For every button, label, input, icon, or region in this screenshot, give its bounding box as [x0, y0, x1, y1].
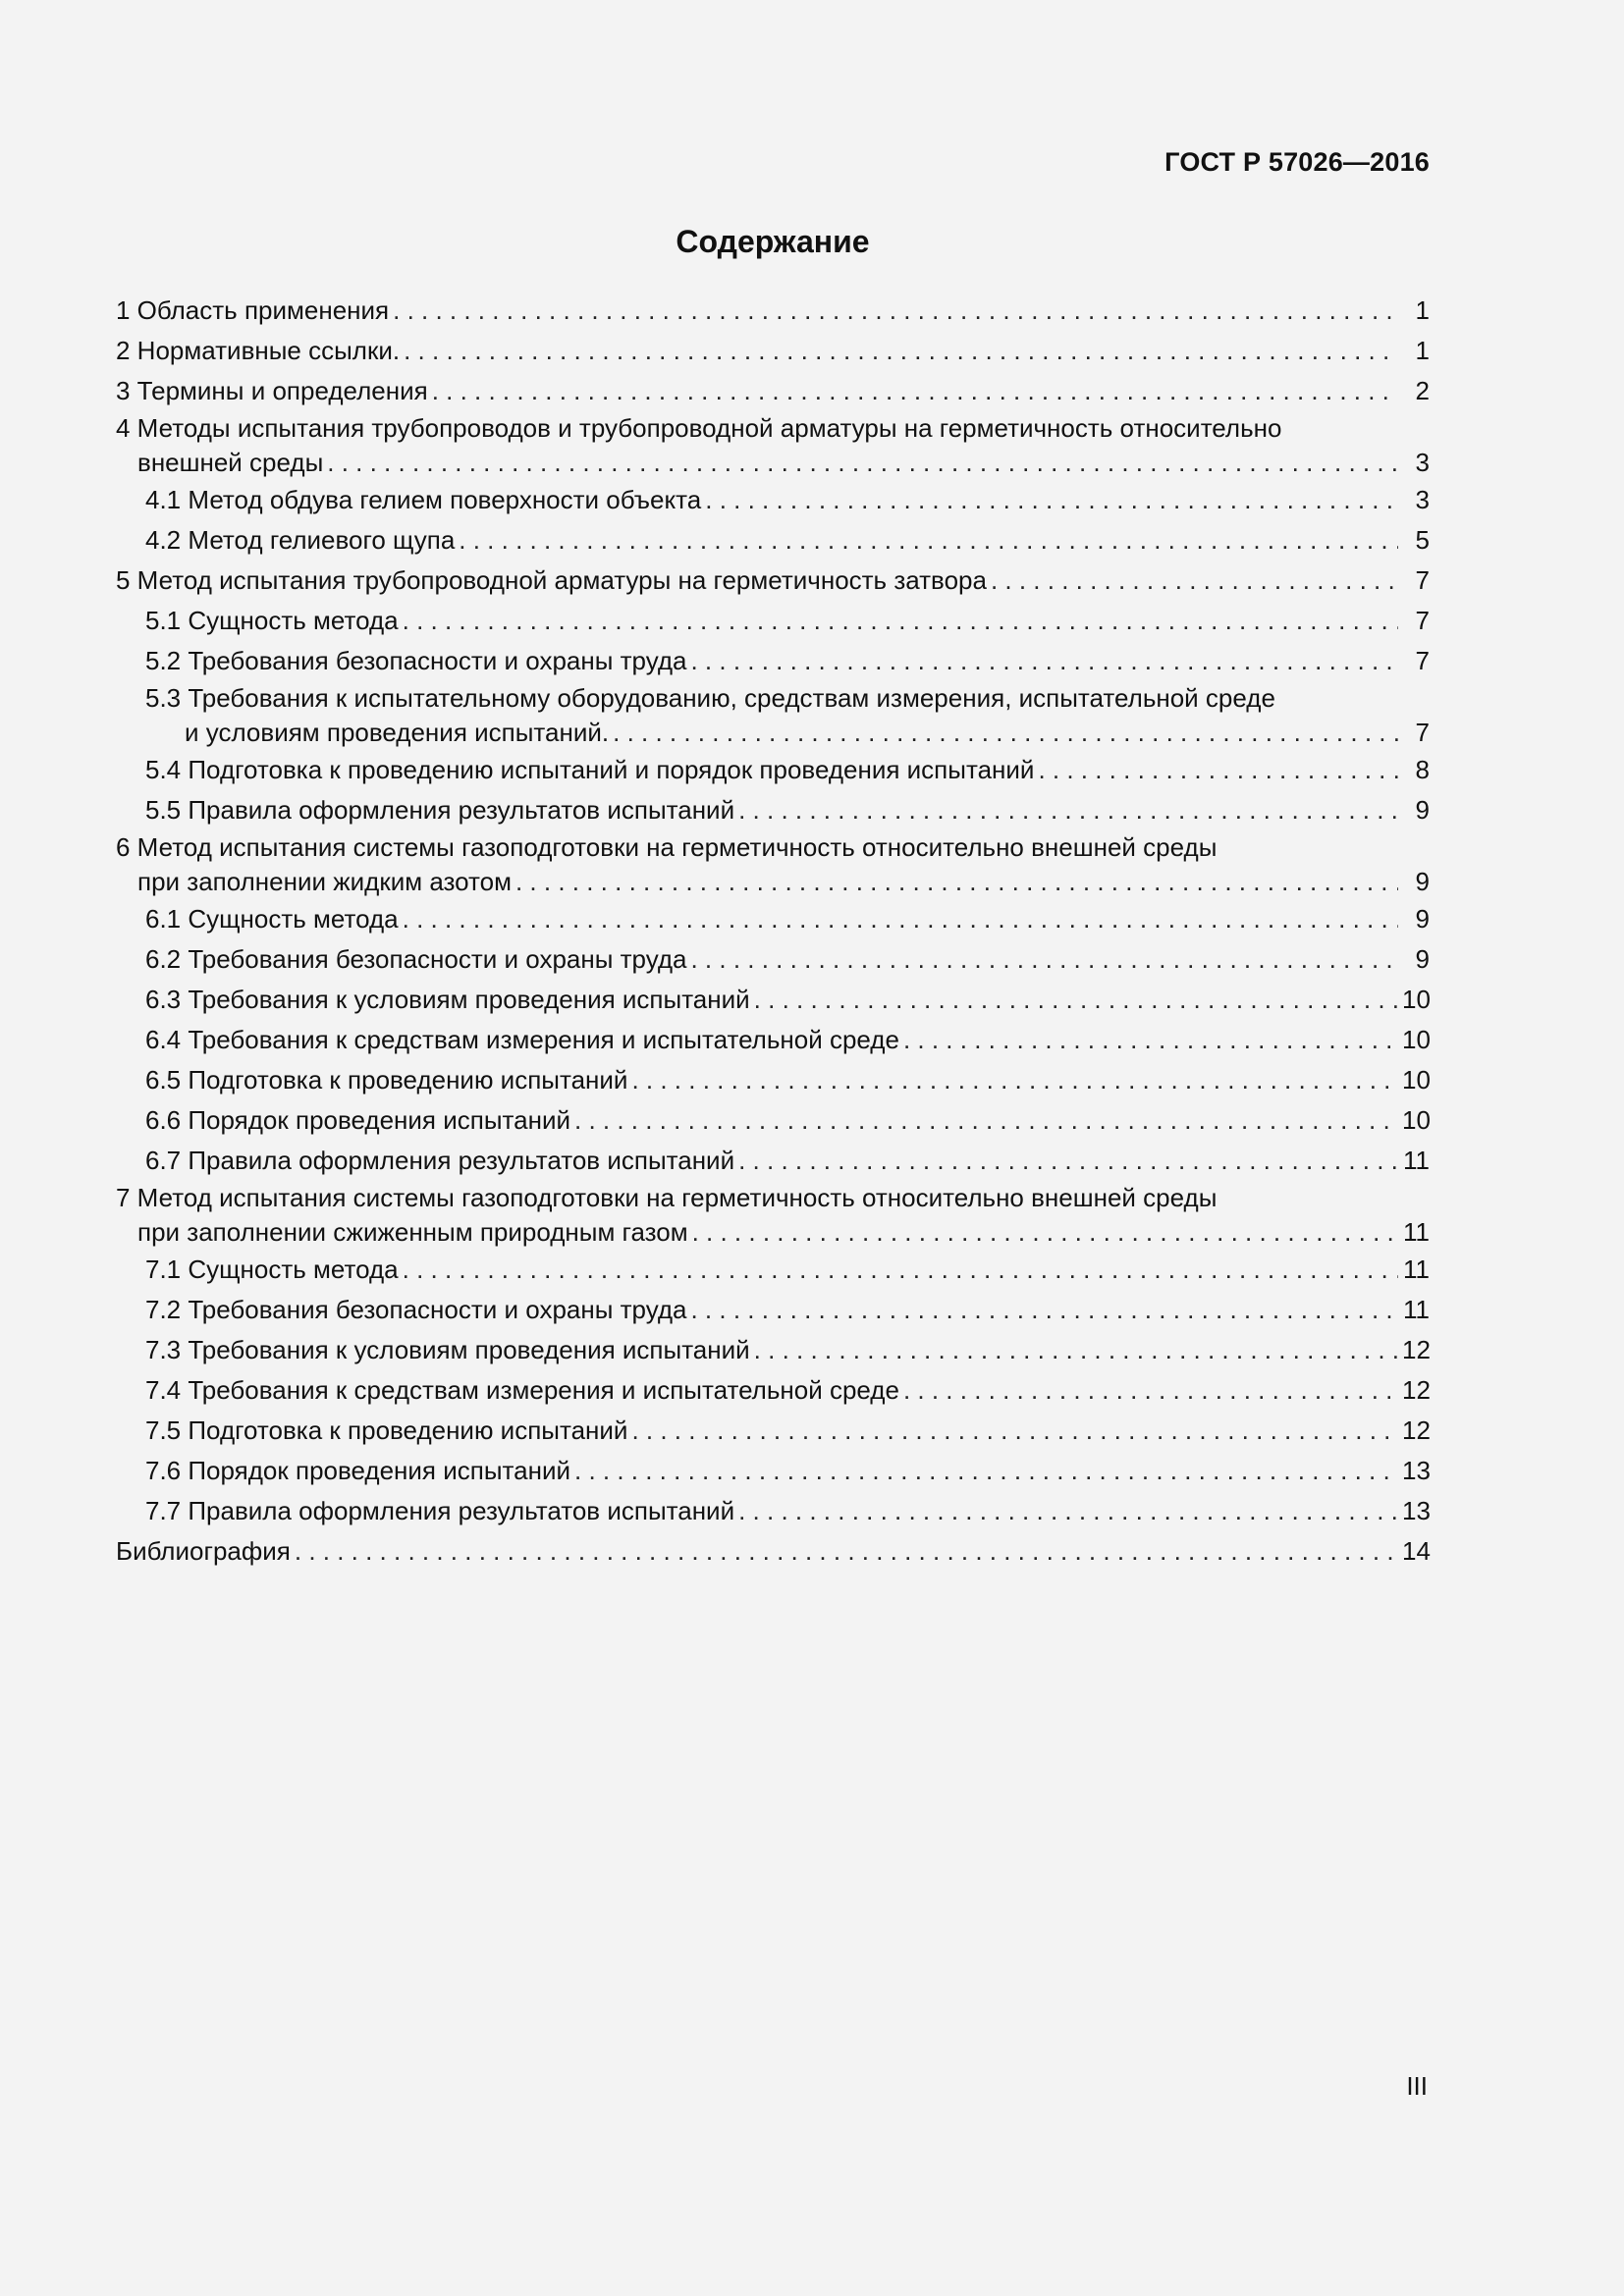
toc-entry-label: 6.4 Требования к средствам измерения и испытательной среде [145, 1025, 899, 1054]
dot-leader [705, 480, 1398, 520]
toc-entry[interactable] [116, 681, 1430, 750]
toc-entry-label: 5.4 Подготовка к проведению испытаний и порядок проведения испытаний [145, 755, 1035, 784]
toc-entry[interactable] [116, 1181, 1430, 1250]
toc-entry-page: 10 [1402, 1065, 1431, 1095]
toc-entry-label: 7.7 Правила оформления результатов испытаний [145, 1496, 735, 1525]
toc-entry-page: 9 [1415, 867, 1430, 896]
toc-entry[interactable] [116, 790, 1430, 830]
dot-leader [754, 980, 1398, 1020]
toc-entry-label: 6.5 Подготовка к проведению испытаний [145, 1065, 628, 1095]
toc-entry[interactable] [116, 1100, 1430, 1141]
toc-entry-line [116, 980, 1430, 1020]
dot-leader [432, 371, 1398, 411]
toc-entry-page: 7 [1415, 718, 1430, 747]
toc-entry-line [116, 830, 1430, 864]
toc-entry[interactable] [116, 1491, 1430, 1531]
page-number: III [1406, 2071, 1428, 2101]
toc-entry-line [116, 331, 1430, 371]
toc-title: Содержание [676, 224, 870, 259]
dot-leader [403, 601, 1398, 641]
toc-entry-line [116, 601, 1430, 641]
dot-leader [738, 1491, 1398, 1531]
toc-entry[interactable] [116, 561, 1430, 601]
dot-leader [393, 291, 1398, 331]
toc-entry-line [116, 445, 1430, 480]
toc-entry-line [116, 681, 1430, 715]
toc-entry-page: 11 [1403, 1295, 1430, 1324]
dot-leader [903, 1370, 1398, 1411]
dot-leader [690, 641, 1398, 681]
toc-entry-page: 5 [1415, 525, 1430, 555]
dot-leader [327, 445, 1398, 480]
toc-entry-label: 6.1 Сущность метода [145, 904, 399, 934]
dot-leader [403, 899, 1398, 939]
toc-entry-label: и условиям проведения испытаний. [185, 718, 610, 747]
toc-entry-page: 13 [1402, 1496, 1431, 1525]
toc-entry-label: 3 Термины и определения [116, 376, 428, 405]
toc-entry[interactable] [116, 750, 1430, 790]
toc-entry-page: 1 [1415, 295, 1430, 325]
toc-entry-line [116, 715, 1430, 750]
toc-entry-label: 6.3 Требования к условиям проведения испытаний [145, 985, 750, 1014]
toc-entry-label: 5.5 Правила оформления результатов испытаний [145, 795, 735, 825]
toc-entry-label: 5.2 Требования безопасности и охраны труда [145, 646, 687, 675]
toc-entry-label: 1 Область применения [116, 295, 390, 325]
toc-entry-page: 7 [1415, 606, 1430, 635]
toc-entry-page: 12 [1402, 1335, 1431, 1364]
dot-leader [738, 1141, 1398, 1181]
toc-entry-label: внешней среды [137, 448, 324, 477]
toc-entry-page: 14 [1402, 1536, 1431, 1566]
toc-entry-page: 12 [1402, 1375, 1431, 1405]
toc-entry[interactable] [116, 371, 1430, 411]
toc-entry-page: 2 [1415, 376, 1430, 405]
toc-entry-line [116, 1020, 1430, 1060]
toc-entry-line [116, 641, 1430, 681]
dot-leader [692, 1214, 1398, 1250]
toc-entry-label: 5.3 Требования к испытательному оборудованию, средствам измерения, испытательной среде [145, 683, 1275, 713]
toc-entry-page: 8 [1415, 755, 1430, 784]
toc-entry-page: 10 [1402, 985, 1431, 1014]
toc-entry-label: 6.7 Правила оформления результатов испытаний [145, 1146, 735, 1175]
toc-entry-page: 9 [1415, 904, 1430, 934]
table-of-contents [116, 291, 1430, 1572]
dot-leader [690, 939, 1398, 980]
toc-entry[interactable] [116, 939, 1430, 980]
toc-entry-line [116, 790, 1430, 830]
toc-entry[interactable] [116, 1451, 1430, 1491]
toc-entry-line [116, 291, 1430, 331]
dot-leader [1038, 750, 1398, 790]
toc-entry[interactable] [116, 1250, 1430, 1290]
toc-entry[interactable] [116, 520, 1430, 561]
toc-entry-label: Библиография [116, 1536, 291, 1566]
toc-entry-label: 5 Метод испытания трубопроводной арматуры на герметичность затвора [116, 565, 987, 595]
dot-leader [903, 1020, 1398, 1060]
toc-entry-page: 12 [1402, 1415, 1431, 1445]
toc-entry-label: 5.1 Сущность метода [145, 606, 399, 635]
toc-entry-label: 7.2 Требования безопасности и охраны труда [145, 1295, 687, 1324]
toc-entry-label: 6.2 Требования безопасности и охраны труда [145, 944, 687, 974]
dot-leader [631, 1411, 1398, 1451]
toc-entry-line [116, 520, 1430, 561]
dot-leader [403, 1250, 1398, 1290]
toc-entry-line [116, 1141, 1430, 1181]
toc-entry[interactable] [116, 1330, 1430, 1370]
toc-entry-line [116, 1491, 1430, 1531]
toc-entry-label: 7.6 Порядок проведения испытаний [145, 1456, 570, 1485]
toc-entry-line [116, 864, 1430, 899]
toc-entry-line [116, 1411, 1430, 1451]
toc-entry-line [116, 750, 1430, 790]
toc-entry-line [116, 1100, 1430, 1141]
toc-entry-label: 6 Метод испытания системы газоподготовки на герметичность относительно внешней среды [116, 832, 1218, 862]
toc-entry-label: при заполнении жидким азотом [137, 867, 512, 896]
dot-leader [613, 715, 1398, 750]
toc-entry-line [116, 1181, 1430, 1214]
document-code: ГОСТ Р 57026—2016 [1164, 147, 1430, 177]
toc-entry[interactable] [116, 480, 1430, 520]
dot-leader [404, 331, 1398, 371]
toc-entry-page: 13 [1402, 1456, 1431, 1485]
dot-leader [738, 790, 1398, 830]
toc-entry[interactable] [116, 1020, 1430, 1060]
dot-leader [631, 1060, 1398, 1100]
toc-entry-label: 7.5 Подготовка к проведению испытаний [145, 1415, 628, 1445]
toc-entry-page: 9 [1415, 795, 1430, 825]
toc-entry-line [116, 1290, 1430, 1330]
toc-entry-label: 4 Методы испытания трубопроводов и трубопроводной арматуры на герметичность относительно [116, 413, 1282, 443]
toc-entry-page: 3 [1415, 485, 1430, 514]
toc-entry[interactable] [116, 1290, 1430, 1330]
toc-entry-page: 11 [1403, 1255, 1430, 1284]
toc-entry-label: при заполнении сжиженным природным газом [137, 1217, 688, 1247]
toc-entry[interactable] [116, 1141, 1430, 1181]
toc-entry-label: 4.2 Метод гелиевого щупа [145, 525, 456, 555]
toc-entry-label: 6.6 Порядок проведения испытаний [145, 1105, 570, 1135]
toc-entry[interactable] [116, 1531, 1430, 1572]
toc-entry[interactable] [116, 601, 1430, 641]
toc-entry-page: 10 [1402, 1025, 1431, 1054]
toc-entry-line [116, 1214, 1430, 1250]
toc-entry-page: 3 [1415, 448, 1430, 477]
toc-entry[interactable] [116, 411, 1430, 480]
toc-entry-line [116, 1370, 1430, 1411]
toc-entry-page: 1 [1415, 336, 1430, 365]
toc-entry-label: 7 Метод испытания системы газоподготовки на герметичность относительно внешней среды [116, 1183, 1218, 1212]
toc-entry-label: 7.1 Сущность метода [145, 1255, 399, 1284]
toc-entry-page: 9 [1415, 944, 1430, 974]
toc-entry[interactable] [116, 641, 1430, 681]
dot-leader [574, 1451, 1398, 1491]
toc-entry[interactable] [116, 899, 1430, 939]
toc-entry[interactable] [116, 1411, 1430, 1451]
toc-entry-page: 11 [1403, 1146, 1430, 1175]
toc-entry[interactable] [116, 1370, 1430, 1411]
toc-entry-page: 10 [1402, 1105, 1431, 1135]
dot-leader [690, 1290, 1398, 1330]
toc-entry[interactable] [116, 291, 1430, 331]
toc-entry-page: 7 [1415, 646, 1430, 675]
toc-entry-page: 11 [1403, 1217, 1430, 1247]
toc-entry-line [116, 561, 1430, 601]
toc-entry-line [116, 480, 1430, 520]
toc-entry-line [116, 1531, 1430, 1572]
toc-entry-line [116, 899, 1430, 939]
dot-leader [459, 520, 1398, 561]
toc-entry-line [116, 411, 1430, 445]
toc-entry-line [116, 371, 1430, 411]
dot-leader [754, 1330, 1398, 1370]
toc-entry[interactable] [116, 830, 1430, 899]
toc-entry-label: 4.1 Метод обдува гелием поверхности объекта [145, 485, 702, 514]
dot-leader [295, 1531, 1398, 1572]
toc-entry-label: 7.3 Требования к условиям проведения испытаний [145, 1335, 750, 1364]
toc-entry[interactable] [116, 1060, 1430, 1100]
toc-entry-line [116, 1060, 1430, 1100]
toc-entry-line [116, 939, 1430, 980]
dot-leader [991, 561, 1398, 601]
toc-entry-line [116, 1451, 1430, 1491]
toc-entry-line [116, 1330, 1430, 1370]
dot-leader [574, 1100, 1398, 1141]
toc-entry-line [116, 1250, 1430, 1290]
toc-entry[interactable] [116, 331, 1430, 371]
toc-entry-label: 2 Нормативные ссылки. [116, 336, 401, 365]
toc-entry-label: 7.4 Требования к средствам измерения и испытательной среде [145, 1375, 899, 1405]
toc-entry[interactable] [116, 980, 1430, 1020]
dot-leader [515, 864, 1398, 899]
toc-entry-page: 7 [1415, 565, 1430, 595]
